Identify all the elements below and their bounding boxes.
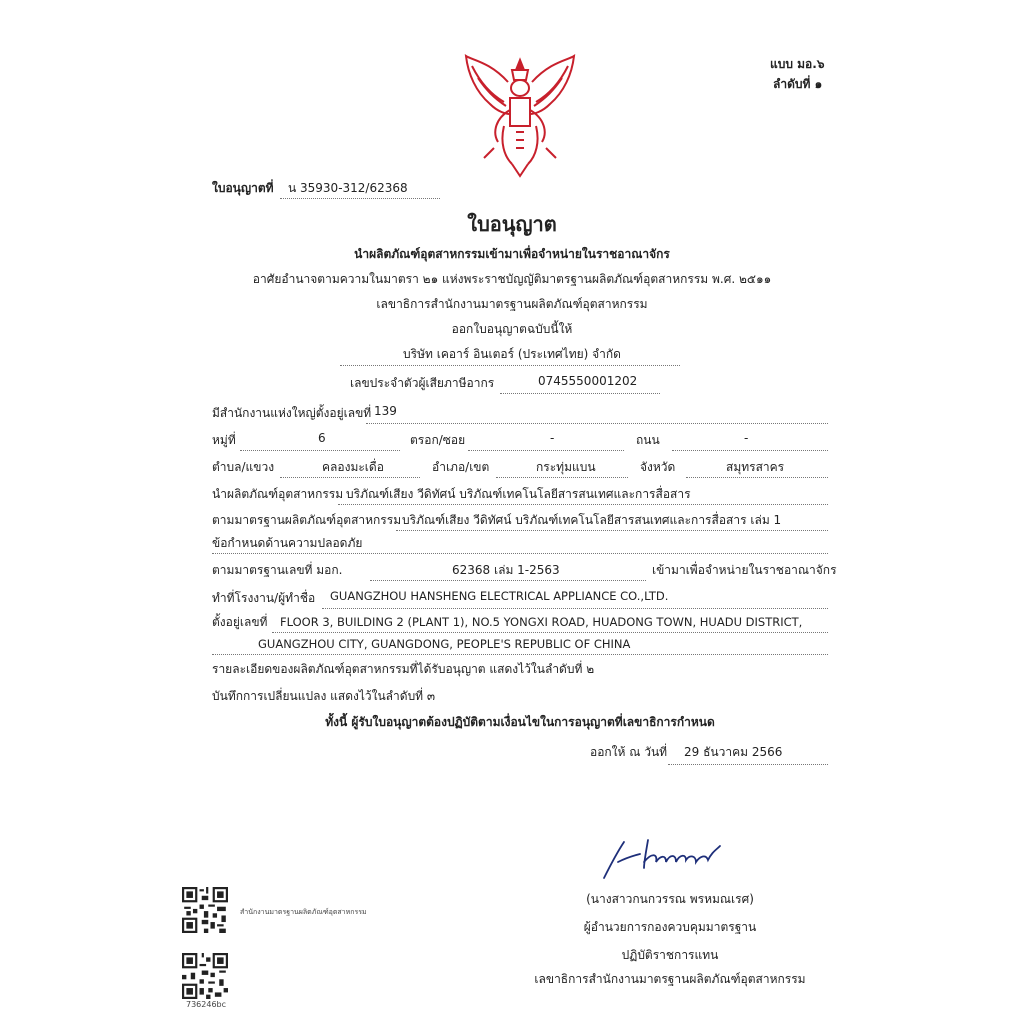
tambon-label: ตำบล/แขวง [212,460,275,474]
tambon-value: คลองมะเดื่อ [322,460,384,474]
signatory-position-2: ปฏิบัติราชการแทน [621,948,719,962]
province-label: จังหวัด [640,460,676,474]
location-line2-rule [212,654,828,655]
company-name: บริษัท เคอาร์ อินเตอร์ (ประเทศไทย) จำกัด [403,347,621,361]
tis-value: 62368 เล่ม 1-2563 [452,563,560,577]
road-line [672,450,828,451]
page-title: ใบอนุญาต [467,212,557,236]
moo-label: หมู่ที่ [212,433,236,447]
tax-id-value: 0745550001202 [538,374,638,388]
manufacturer-line [322,608,828,609]
location-label: ตั้งอยู่เลขที่ [212,615,268,629]
soi-line [468,450,624,451]
garuda-emblem-icon [460,52,580,180]
signature-image [596,832,746,882]
tax-id-label: เลขประจำตัวผู้เสียภาษีอากร [350,376,495,390]
authority-line-2: เลขาธิการสำนักงานมาตรฐานผลิตภัณฑ์อุตสาหกรรม [376,297,648,311]
product-value: บริภัณฑ์เสียง วีดิทัศน์ บริภัณฑ์เทคโนโลยีสารสนเทศและการสื่อสาร [346,487,691,501]
tambon-line [280,477,420,478]
moo-value: 6 [318,431,326,445]
issued-label: ออกให้ ณ วันที่ [590,745,668,759]
issued-line [668,764,828,765]
license-no-label: ใบอนุญาตที่ [212,181,274,195]
amphoe-label: อำเภอ/เขต [432,460,490,474]
tis-line [370,580,646,581]
manufacturer-label: ทำที่โรงงาน/ผู้ทำชื่อ [212,591,316,605]
authority-line-1: อาศัยอำนาจตามความในมาตรา ๒๑ แห่งพระราชบัญญัติมาตรฐานผลิตภัณฑ์อุตสาหกรรม พ.ศ. ๒๕๑๑ [252,272,772,286]
province-value: สมุทรสาคร [726,460,785,474]
qr-code-icon-2 [182,953,228,999]
qr-code-icon [182,887,228,933]
tis-suffix: เข้ามาเพื่อจำหน่ายในราชอาณาจักร [652,563,837,577]
standard-line2-rule [212,553,828,554]
road-value: - [744,431,749,445]
soi-value: - [550,431,555,445]
signatory-name: (นางสาวกนกวรรณ พรหมณเรศ) [586,892,754,906]
note-1: รายละเอียดของผลิตภัณฑ์อุตสาหกรรมที่ได้รับอนุญาต แสดงไว้ในลำดับที่ ๒ [212,662,595,676]
standard-label: ตามมาตรฐานผลิตภัณฑ์อุตสาหกรรม [212,513,402,527]
product-label: นำผลิตภัณฑ์อุตสาหกรรม [212,487,344,501]
qr-caption: สำนักงานมาตรฐานผลิตภัณฑ์อุตสาหกรรม [240,908,367,916]
issued-value: 29 ธันวาคม 2566 [684,745,783,759]
note-2: บันทึกการเปลี่ยนแปลง แสดงไว้ในลำดับที่ ๓ [212,689,436,703]
moo-line [240,450,400,451]
location-line1: FLOOR 3, BUILDING 2 (PLANT 1), NO.5 YONGXI ROAD, HUADONG TOWN, HUADU DISTRICT, [280,615,803,629]
authority-line-3: ออกใบอนุญาตฉบับนี้ให้ [451,322,573,336]
amphoe-value: กระทุ่มแบน [536,460,596,474]
office-line [366,423,828,424]
subtitle: นำผลิตภัณฑ์อุตสาหกรรมเข้ามาเพื่อจำหน่ายในราชอาณาจักร [354,247,670,261]
standard-value: บริภัณฑ์เสียง วีดิทัศน์ บริภัณฑ์เทคโนโลยีสารสนเทศและการสื่อสาร เล่ม 1 [402,513,782,527]
condition-text: ทั้งนี้ ผู้รับใบอนุญาตต้องปฏิบัติตามเงื่อนไขในการอนุญาตที่เลขาธิการกำหนด [325,715,715,729]
company-line [340,365,680,366]
form-order: ลำดับที่ ๑ [773,77,823,91]
license-no-value: น 35930-312/62368 [288,181,408,195]
soi-label: ตรอก/ซอย [410,433,466,447]
form-code: แบบ มอ.๖ [770,57,825,71]
doc-code: 736246bc [186,1000,227,1009]
signatory-position-1: ผู้อำนวยการกองควบคุมมาตรฐาน [583,920,757,934]
road-label: ถนน [636,433,660,447]
location-line1-rule [272,632,828,633]
tax-id-line [500,393,660,394]
tis-label: ตามมาตรฐานเลขที่ มอก. [212,563,343,577]
product-line [338,504,828,505]
signatory-position-3: เลขาธิการสำนักงานมาตรฐานผลิตภัณฑ์อุตสาหกรรม [534,972,806,986]
manufacturer-value: GUANGZHOU HANSHENG ELECTRICAL APPLIANCE CO.,LTD. [330,589,669,603]
license-no-line [280,198,440,199]
standard-line [396,530,828,531]
province-line [686,477,828,478]
office-value: 139 [374,404,397,418]
standard-line2: ข้อกำหนดด้านความปลอดภัย [212,536,363,550]
location-line2: GUANGZHOU CITY, GUANGDONG, PEOPLE'S REPUBLIC OF CHINA [258,637,631,651]
amphoe-line [496,477,628,478]
office-label: มีสำนักงานแห่งใหญ่ตั้งอยู่เลขที่ [212,406,372,420]
